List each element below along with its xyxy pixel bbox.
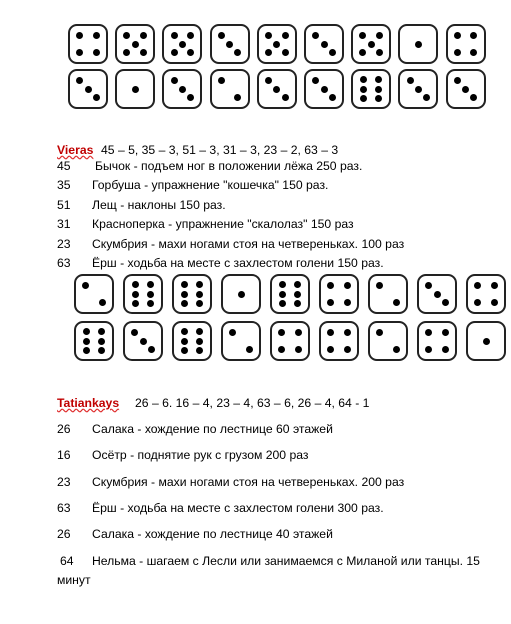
die-pip [234,49,241,56]
die-face-5 [162,24,202,64]
die-pip [329,94,336,101]
die-pip [218,77,225,84]
die-pip [99,299,106,306]
die-face-3 [257,69,297,109]
die-pip [187,32,194,39]
die-pip [123,49,130,56]
die-pip [415,41,422,48]
die-pip [93,94,100,101]
die-pip [344,299,351,306]
die-pip [462,86,469,93]
die-pip [265,49,272,56]
die-pip [425,346,432,353]
die-pip [83,347,90,354]
die-pip [470,49,477,56]
exercise-number: 16 [57,448,71,463]
die-pip [425,282,432,289]
die-pip [196,328,203,335]
die-pip [423,94,430,101]
die-pip [442,299,449,306]
die-pip [393,346,400,353]
dice-row-3 [0,274,511,324]
die-pip [181,300,188,307]
die-pip [171,49,178,56]
die-pip [98,328,105,335]
exercise-text: Ёрш - ходьба на месте с захлестом голени 300 раз. [92,500,384,515]
die-face-6 [351,69,391,109]
die-face-1 [398,24,438,64]
die-pip [295,329,302,336]
die-pip [132,291,139,298]
die-pip [273,41,280,48]
exercise-number: 23 [57,236,71,251]
die-pip [425,329,432,336]
die-pip [294,291,301,298]
die-pip [376,32,383,39]
die-pip [76,32,83,39]
die-pip [83,328,90,335]
die-pip [171,77,178,84]
exercise-number: 45 [57,159,71,173]
die-pip [415,86,422,93]
exercise-text: Скумбрия - махи ногами стоя на четвереньках. 200 раз [92,474,405,489]
die-pip [279,281,286,288]
die-pip [273,86,280,93]
die-pip [474,299,481,306]
die-pip [179,41,186,48]
die-pip [171,32,178,39]
exercise-text: Лещ - наклоны 150 раз. [92,197,226,212]
die-face-1 [221,274,261,314]
die-pip [76,49,83,56]
die-pip [483,338,490,345]
die-pip [196,281,203,288]
die-pip [181,281,188,288]
die-pip [327,282,334,289]
die-pip [234,94,241,101]
die-pip [474,282,481,289]
die-pip [359,32,366,39]
die-pip [327,299,334,306]
dice-row-1 [0,24,511,74]
die-face-3 [68,69,108,109]
die-pip [93,32,100,39]
die-pip [187,94,194,101]
die-pip [82,282,89,289]
die-pip [327,346,334,353]
die-face-3 [446,69,486,109]
die-pip [147,291,154,298]
die-pip [442,329,449,336]
die-pip [132,281,139,288]
die-pip [85,86,92,93]
die-pip [196,300,203,307]
die-pip [148,346,155,353]
die-pip [132,300,139,307]
die-face-4 [270,321,310,361]
die-pip [140,49,147,56]
exercise-number: 64 [60,553,74,568]
die-face-5 [351,24,391,64]
exercise-number: 26 [57,422,71,436]
die-pip [375,95,382,102]
die-pip [442,346,449,353]
die-pip [265,32,272,39]
die-face-4 [68,24,108,64]
die-face-2 [74,274,114,314]
exercise-text: Салака - хождение по лестнице 60 этажей [92,422,333,436]
die-pip [360,95,367,102]
die-pip [140,32,147,39]
die-pip [226,41,233,48]
die-face-5 [115,24,155,64]
die-face-1 [115,69,155,109]
die-pip [181,291,188,298]
dice-sequence: 26 – 6. 16 – 4, 23 – 4, 63 – 6, 26 – 4, 64 - 1 [135,396,370,410]
die-pip [393,299,400,306]
username-vieras: Vieras [57,143,94,157]
die-pip [375,86,382,93]
die-pip [407,77,414,84]
die-face-2 [368,274,408,314]
die-pip [147,300,154,307]
die-pip [181,347,188,354]
die-pip [360,76,367,83]
die-pip [321,41,328,48]
die-pip [376,49,383,56]
die-face-6 [172,274,212,314]
die-pip [470,32,477,39]
die-pip [434,291,441,298]
die-pip [279,291,286,298]
die-face-4 [319,321,359,361]
die-face-6 [123,274,163,314]
die-face-5 [257,24,297,64]
exercise-text: Красноперка - упражнение "скалолаз" 150 раз [92,217,354,232]
die-pip [132,41,139,48]
die-pip [123,32,130,39]
die-pip [181,328,188,335]
die-pip [321,86,328,93]
die-pip [359,49,366,56]
die-pip [282,32,289,39]
die-pip [454,77,461,84]
username-tatiankays: Tatiankays [57,396,120,410]
die-pip [93,49,100,56]
die-pip [140,338,147,345]
die-pip [278,329,285,336]
die-face-6 [74,321,114,361]
die-pip [344,329,351,336]
exercise-text: Ёрш - ходьба на месте с захлестом голени 150 раз. [92,256,384,270]
dice-row-4 [0,321,511,371]
exercise-number: 51 [57,197,71,212]
exercise-number: 26 [57,527,71,542]
die-pip [246,346,253,353]
die-face-2 [210,69,250,109]
die-pip [179,86,186,93]
die-face-2 [221,321,261,361]
die-pip [76,77,83,84]
die-face-4 [417,321,457,361]
die-pip [360,86,367,93]
die-pip [470,94,477,101]
die-pip [187,49,194,56]
die-face-6 [172,321,212,361]
die-pip [147,281,154,288]
die-face-6 [270,274,310,314]
die-pip [278,346,285,353]
exercise-text: Горбуша - упражнение "кошечка" 150 раз. [92,178,329,193]
die-pip [344,282,351,289]
die-pip [454,32,461,39]
exercise-number: 35 [57,178,71,193]
die-pip [83,338,90,345]
die-pip [294,300,301,307]
exercise-text: Нельма - шагаем с Лесли или занимаемся с Миланой или танцы. 15 [92,553,480,568]
die-pip [238,291,245,298]
die-pip [196,347,203,354]
dice-sequence: 45 – 5, 35 – 3, 51 – 3, 31 – 3, 23 – 2, 63 – 3 [101,143,339,157]
exercise-text: Салака - хождение по лестнице 40 этажей [92,527,333,542]
die-face-3 [304,24,344,64]
die-pip [132,86,139,93]
die-pip [327,329,334,336]
die-face-2 [368,321,408,361]
die-face-4 [466,274,506,314]
dice-row-2 [0,69,511,119]
die-pip [98,347,105,354]
die-pip [218,32,225,39]
exercise-text: Бычок - подъем ног в положении лёжа 250 раз. [95,159,363,173]
die-pip [491,299,498,306]
die-face-3 [398,69,438,109]
die-pip [329,49,336,56]
die-face-3 [304,69,344,109]
die-pip [282,94,289,101]
die-pip [295,346,302,353]
exercise-number: 63 [57,500,71,515]
die-pip [181,338,188,345]
die-pip [265,77,272,84]
die-pip [375,76,382,83]
die-pip [312,77,319,84]
exercise-number: 63 [57,256,71,270]
die-pip [376,282,383,289]
die-pip [344,346,351,353]
die-face-3 [162,69,202,109]
die-pip [282,49,289,56]
die-pip [491,282,498,289]
die-pip [131,329,138,336]
die-pip [312,32,319,39]
exercise-text-continued: минут [57,573,91,587]
die-face-1 [466,321,506,361]
die-face-3 [210,24,250,64]
die-pip [229,329,236,336]
exercise-number: 23 [57,474,71,489]
exercise-text: Осётр - поднятие рук с грузом 200 раз [92,448,309,463]
die-face-4 [319,274,359,314]
die-pip [279,300,286,307]
exercise-number: 31 [57,217,71,232]
die-pip [294,281,301,288]
die-face-4 [446,24,486,64]
die-pip [368,41,375,48]
die-pip [196,291,203,298]
die-pip [196,338,203,345]
die-pip [454,49,461,56]
die-face-3 [417,274,457,314]
die-pip [98,338,105,345]
die-pip [376,329,383,336]
exercise-text: Скумбрия - махи ногами стоя на четвереньках. 100 раз [92,236,405,251]
die-face-3 [123,321,163,361]
